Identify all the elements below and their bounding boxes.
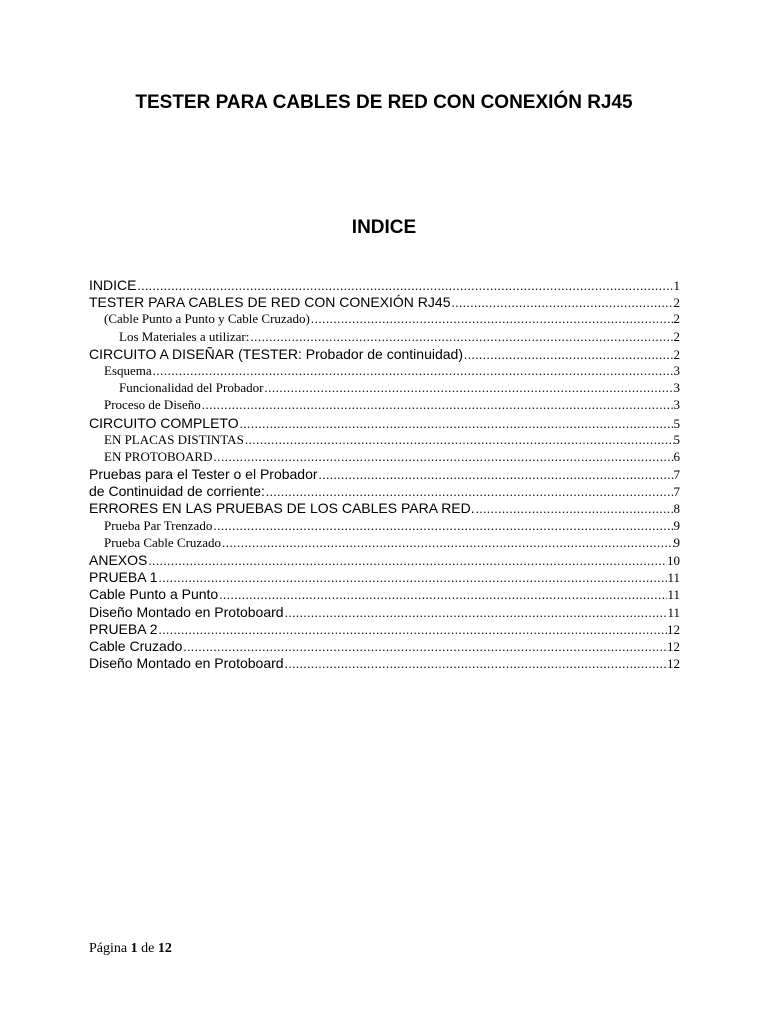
toc-dot-leader [265, 484, 674, 500]
toc-entry-title: CIRCUITO A DISEÑAR (TESTER: Probador de continuidad) [89, 345, 463, 362]
toc-dot-leader [136, 278, 673, 294]
toc-entry-page-number: 12 [667, 621, 680, 637]
toc-entry-page-number: 7 [673, 467, 680, 483]
toc-entry[interactable] [89, 604, 680, 621]
toc-entry-page-number: 9 [673, 534, 680, 550]
toc-dot-leader [263, 380, 673, 396]
toc-entry[interactable] [89, 638, 680, 655]
toc-dot-leader [157, 570, 667, 586]
toc-entry-page-number: 11 [667, 604, 680, 620]
toc-entry[interactable] [89, 500, 680, 517]
toc-dot-leader [463, 347, 674, 363]
toc-dot-leader [451, 295, 674, 311]
toc-entry[interactable] [89, 380, 680, 397]
toc-entry-title: EN PLACAS DISTINTAS [104, 431, 244, 447]
toc-entry-page-number: 3 [673, 380, 680, 396]
toc-dot-leader [212, 449, 673, 465]
footer-total-pages: 12 [157, 941, 172, 956]
toc-entry-page-number: 8 [673, 501, 680, 517]
toc-entry-page-number: 10 [667, 553, 680, 568]
footer-label: Página [89, 941, 128, 956]
toc-entry[interactable] [89, 535, 680, 552]
toc-entry[interactable] [89, 329, 680, 346]
toc-entry-title: Los Materiales a utilizar: [119, 328, 250, 344]
toc-entry-page-number: 11 [667, 570, 680, 586]
toc-entry[interactable] [89, 466, 680, 483]
toc-entry-page-number: 11 [667, 587, 680, 603]
toc-entry-page-number: 5 [673, 415, 680, 431]
toc-entry-page-number: 12 [667, 656, 680, 672]
toc-entry-page-number: 1 [673, 278, 680, 293]
footer-separator: de [141, 941, 155, 956]
toc-entry-title: Proceso de Diseño [104, 397, 201, 413]
toc-entry-title: INDICE [89, 277, 137, 293]
toc-entry-title: EN PROTOBOARD [104, 448, 213, 464]
toc-entry-title: Diseño Montado en Protoboard [89, 603, 284, 620]
toc-entry-title: (Cable Punto a Punto y Cable Cruzado) [104, 311, 310, 327]
toc-dot-leader [218, 587, 667, 603]
toc-entry-title: Esquema [104, 362, 152, 378]
toc-dot-leader [221, 535, 674, 551]
toc-entry[interactable] [89, 552, 680, 569]
toc-entry-page-number: 2 [673, 311, 680, 327]
toc-entry[interactable] [89, 586, 680, 603]
toc-entry-title: ERRORES EN LAS PRUEBAS DE LOS CABLES PARA RED. [89, 500, 475, 517]
toc-dot-leader [249, 329, 673, 345]
toc-entry[interactable] [89, 621, 680, 638]
toc-dot-leader [475, 501, 674, 517]
toc-entry-title: ANEXOS [89, 552, 148, 568]
toc-entry-page-number: 3 [673, 362, 680, 378]
toc-entry-title: Funcionalidad del Probador [119, 380, 264, 396]
toc-dot-leader [152, 363, 674, 379]
toc-entry-title: Pruebas para el Tester o el Probador [89, 466, 318, 483]
toc-entry-title: de Continuidad de corriente: [89, 483, 265, 500]
table-of-contents [89, 277, 680, 672]
toc-dot-leader [212, 518, 673, 534]
toc-entry[interactable] [89, 415, 680, 432]
toc-entry[interactable] [89, 449, 680, 466]
toc-entry-page-number: 12 [667, 638, 680, 654]
toc-dot-leader [284, 605, 668, 621]
toc-entry-title: PRUEBA 1 [89, 569, 158, 586]
toc-entry[interactable] [89, 277, 680, 294]
toc-entry-page-number: 7 [673, 484, 680, 500]
toc-entry[interactable] [89, 432, 680, 449]
toc-entry-page-number: 5 [673, 431, 680, 447]
toc-entry-title: CIRCUITO COMPLETO [89, 414, 239, 431]
toc-entry-title: Prueba Par Trenzado [104, 517, 213, 533]
toc-entry-title: PRUEBA 2 [89, 620, 158, 637]
toc-entry[interactable] [89, 311, 680, 328]
toc-entry-page-number: 9 [673, 517, 680, 533]
toc-entry-title: Diseño Montado en Protoboard [89, 655, 284, 672]
toc-dot-leader [147, 553, 667, 569]
toc-entry[interactable] [89, 363, 680, 380]
toc-entry[interactable] [89, 569, 680, 586]
toc-entry-page-number: 2 [673, 295, 680, 311]
toc-entry-page-number: 3 [673, 397, 680, 413]
toc-dot-leader [239, 416, 674, 432]
toc-dot-leader [182, 639, 667, 655]
toc-entry-title: TESTER PARA CABLES DE RED CON CONEXIÓN RJ45 [89, 294, 451, 311]
toc-entry-title: Cable Cruzado [89, 637, 183, 654]
toc-dot-leader [284, 656, 667, 672]
toc-entry[interactable] [89, 518, 680, 535]
toc-dot-leader [310, 311, 674, 327]
index-heading: INDICE [351, 217, 417, 238]
toc-entry[interactable] [89, 483, 680, 500]
toc-entry[interactable] [89, 346, 680, 363]
toc-entry-title: Prueba Cable Cruzado [104, 534, 221, 550]
toc-entry-page-number: 2 [673, 328, 680, 344]
footer-current-page: 1 [130, 941, 138, 956]
toc-dot-leader [318, 467, 674, 483]
toc-entry-page-number: 6 [673, 448, 680, 464]
toc-entry-page-number: 2 [673, 346, 680, 362]
document-title: TESTER PARA CABLES DE RED CON CONEXIÓN RJ45 [135, 92, 633, 113]
toc-dot-leader [157, 622, 667, 638]
toc-dot-leader [201, 397, 674, 413]
toc-entry[interactable] [89, 294, 680, 311]
page-footer [89, 941, 172, 957]
toc-dot-leader [244, 432, 674, 448]
toc-entry[interactable] [89, 397, 680, 414]
toc-entry-title: Cable Punto a Punto [89, 586, 219, 603]
toc-entry[interactable] [89, 655, 680, 672]
